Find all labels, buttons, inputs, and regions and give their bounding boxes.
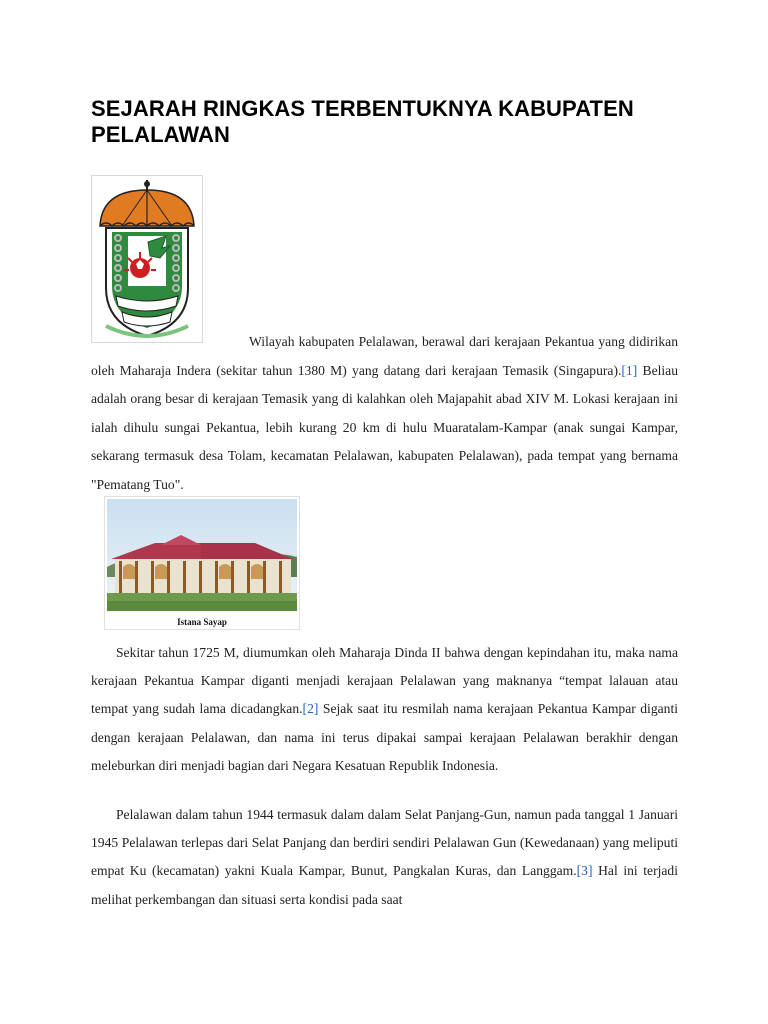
paragraph-2: [91, 639, 678, 780]
footnote-link-3[interactable]: [3]: [576, 863, 593, 879]
paragraph-2-text-b: Sejak saat itu resmilah nama kerajaan Pekantua Kampar diganti dengan kerajaan Pelalawan, dan nama ini terus dipakai sampai kerajaan Pelalawan berakhir dengan meleburkan diri menjadi bagian dari Negara Kesatuan Republik Indonesia.: [91, 701, 679, 773]
istana-sayap-photo: [104, 496, 300, 630]
paragraph-3-text-a: Pelalawan dalam tahun 1944 termasuk dalam dalam Selat Panjang-Gun, namun pada tanggal 1 Januari 1945 Pelalawan terlepas dari Selat Panjang dan berdiri sendiri Pelalawan Gun (Kewedanaan) yang meliputi empat Ku (kecamatan) yakni Kuala Kampar, Bunut, Pangkalan Kuras, dan Langgam.: [91, 807, 678, 879]
paragraph-2-text-a: Sekitar tahun 1725 M, diumumkan oleh Maharaja Dinda II bahwa dengan kepindahan itu, maka nama kerajaan Pekantua Kampar diganti menjadi kerajaan Pelalawan yang maknanya “tempat lalauan atau tempat yang sudah lama dicadangkan.: [91, 645, 678, 717]
pelalawan-logo: [91, 175, 203, 343]
pelalawan-emblem-icon: [92, 176, 202, 342]
footnote-link-1[interactable]: [1]: [621, 362, 638, 378]
photo-caption: Istana Sayap: [177, 617, 227, 627]
footnote-link-2[interactable]: [2]: [302, 701, 319, 717]
palace-photo-icon: [105, 497, 299, 615]
paragraph-1: [91, 328, 678, 499]
paragraph-1-text-a: Wilayah kabupaten Pelalawan, berawal dari kerajaan Pekantua yang didirikan oleh Maharaja Indera (sekitar tahun 1380 M) yang datang dari kerajaan Temasik (Singapura).: [91, 334, 678, 378]
page-title: SEJARAH RINGKAS TERBENTUKNYA KABUPATEN PELALAWAN: [91, 96, 634, 147]
paragraph-3-text-b: Hal ini terjadi melihat perkembangan dan situasi serta kondisi pada saat: [91, 863, 678, 907]
paragraph-1-text-b: Beliau adalah orang besar di kerajaan Temasik yang di kalahkan oleh Majapahit abad XIV M. Lokasi kerajaan ini ialah dihulu sungai Pekantua, lebih kurang 20 km di hulu Muaratalam-Kampar (anak sungai Kampar, sekarang termasuk desa Tolam, kecamatan Pelalawan, kabupaten Pelalawan), pada tempat yang bernama "Pematang Tuo".: [91, 362, 678, 492]
paragraph-3: [91, 801, 678, 914]
